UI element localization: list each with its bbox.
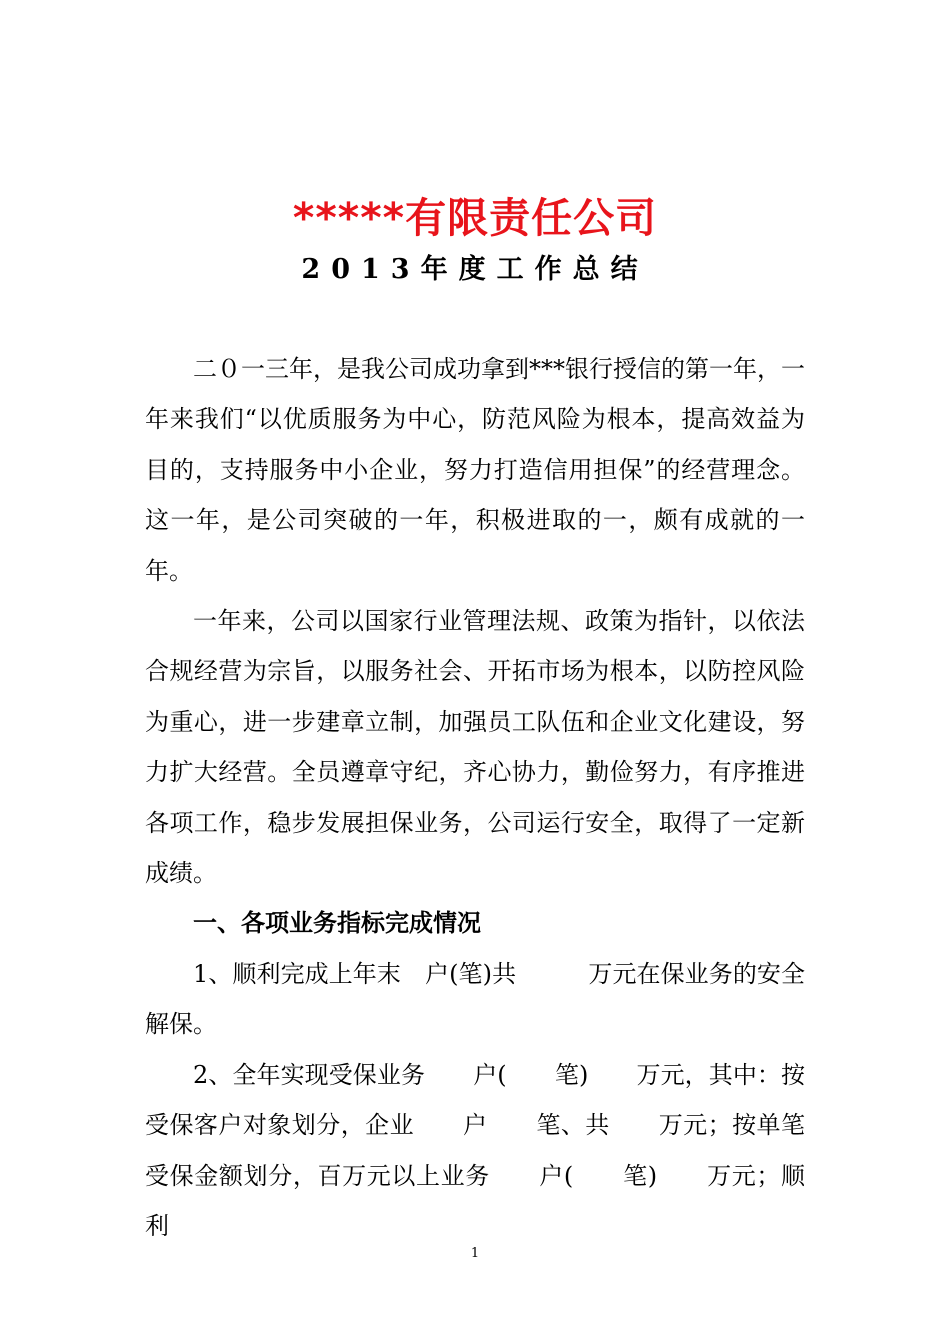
page-number: 1 (470, 1246, 480, 1261)
section-heading: 一、各项业务指标完成情况 (193, 909, 481, 938)
list-item-2: 2、全年实现受保业务 户( 笔) 万元，其中：按受保客户对象划分，企业 户 笔、共 万元；按单笔受保金额划分，百万元以上业务 户( 笔) 万元；顺利 (145, 1060, 805, 1240)
document-body (145, 344, 805, 1251)
list-item-1: 1、顺利完成上年末 户(笔)共 万元在保业务的安全解保。 (145, 959, 805, 1039)
report-title: 2013年度工作总结 (301, 254, 649, 285)
company-title: *****有限责任公司 (292, 194, 658, 242)
paragraph-intro: 二０一三年，是我公司成功拿到***银行授信的第一年，一年来我们“以优质服务为中心，防范风险为根本，提高效益为目的，支持服务中小企业，努力打造信用担保”的经营理念。这一年，是公司突破的一年，积极进取的一，颇有成就的一年。 (145, 355, 805, 585)
paragraph-overview: 一年来，公司以国家行业管理法规、政策为指针，以依法合规经营为宗旨，以服务社会、开拓市场为根本，以防控风险为重心，进一步建章立制，加强员工队伍和企业文化建设，努力扩大经营。全员遵章守纪，齐心协力，勤俭努力，有序推进各项工作，稳步发展担保业务，公司运行安全，取得了一定新成绩。 (145, 607, 805, 888)
